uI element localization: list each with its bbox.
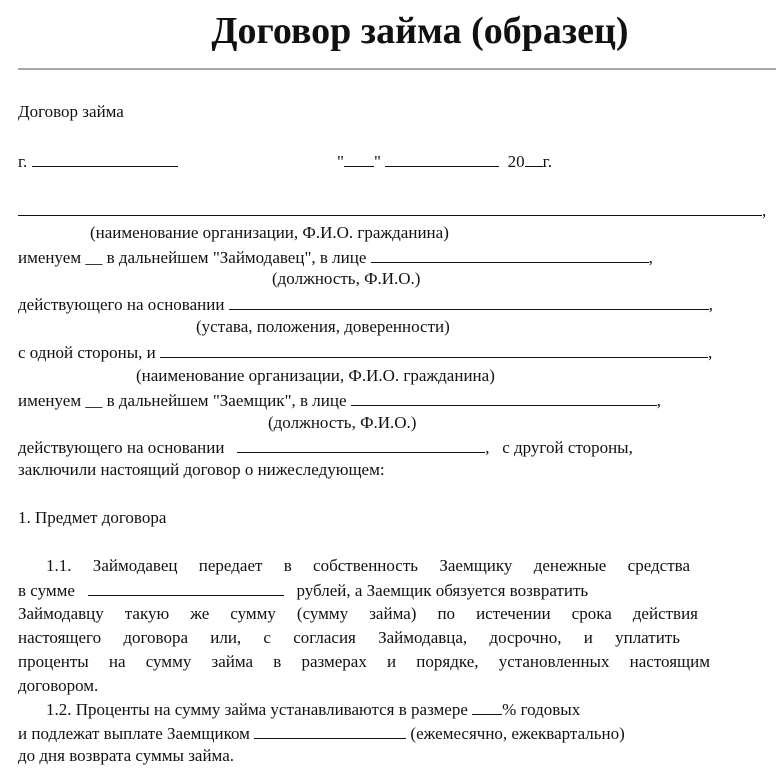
party2-position-hint: (должность, Ф.И.О.) (268, 413, 417, 432)
city-label: г. (18, 152, 28, 171)
comma: , (708, 343, 713, 362)
clause-1-1-in-sum: в сумме (18, 581, 75, 600)
clause-1-1-line1: 1.1. Займодавец передает в собственность Заемщику денежные средства (46, 556, 690, 575)
party1-org-blank (18, 199, 762, 216)
party1-position-hint: (должность, Ф.И.О.) (272, 269, 421, 288)
party1-org-hint: (наименование организации, Ф.И.О. гражданина) (90, 223, 449, 242)
party2-intro-line (18, 341, 712, 364)
party1-rep-blank (371, 246, 649, 263)
year-prefix: 20 (507, 152, 525, 171)
party2-concluded: заключили настоящий договор о нижеследующем: (18, 460, 385, 479)
party1-named-text: именуем __ в дальнейшем "Займодавец", в лице (18, 248, 367, 267)
party1-org-line (18, 199, 766, 222)
party2-basis-blank (237, 436, 485, 453)
party2-basis-line (18, 436, 718, 459)
party1-basis-line (18, 293, 713, 316)
comma: , (485, 438, 490, 457)
party2-intro-text: с одной стороны, и (18, 343, 156, 362)
document-title: Договор займа (образец) (211, 10, 629, 52)
payment-period-blank (254, 722, 406, 739)
quote-close: " (373, 152, 381, 171)
party2-other-side: с другой стороны, (502, 438, 633, 457)
clause-1-2-payable: и подлежат выплате Заемщиком (18, 724, 250, 743)
clause-1-1-line2 (18, 579, 588, 602)
clause-1-1-line5: проценты на сумму займа в размерах и порядке, установленных настоящим (18, 652, 710, 671)
day-blank (344, 150, 374, 167)
city-blank (32, 150, 178, 167)
party2-named-line (18, 389, 661, 412)
section1-heading: 1. Предмет договора (18, 508, 167, 527)
clause-1-2-rate-text: 1.2. Проценты на сумму займа устанавливаются в размере (46, 700, 468, 719)
party2-named-text: именуем __ в дальнейшем "Заемщик", в лице (18, 391, 347, 410)
party2-basis-text: действующего на основании (18, 438, 225, 457)
year-blank (525, 150, 543, 167)
comma: , (656, 391, 662, 410)
party2-org-blank (160, 341, 708, 358)
party1-basis-hint: (устава, положения, доверенности) (196, 317, 450, 336)
clause-1-1-line3: Займодавцу такую же сумму (сумму займа) по истечении срока действия (18, 604, 698, 623)
date-line (337, 150, 552, 173)
month-blank (385, 150, 499, 167)
clause-1-2-line2 (18, 722, 625, 745)
comma: , (708, 295, 713, 314)
loan-amount-blank (88, 579, 284, 596)
comma: , (762, 201, 767, 220)
party1-named-line (18, 246, 653, 269)
year-suffix: г. (542, 152, 552, 171)
clause-1-2-periods: (ежемесячно, ежеквартально) (410, 724, 625, 743)
doc-label: Договор займа (18, 102, 124, 121)
party1-basis-blank (229, 293, 709, 310)
clause-1-2-line1 (46, 698, 580, 721)
party2-rep-blank (351, 389, 657, 406)
clause-1-1-line6: договором. (18, 676, 99, 695)
quote-open: " (337, 152, 344, 171)
party2-org-hint: (наименование организации, Ф.И.О. гражданина) (136, 366, 495, 385)
clause-1-2-annual: % годовых (502, 700, 581, 719)
clause-1-1-line4: настоящего договора или, с согласия Займодавца, досрочно, и уплатить (18, 628, 680, 647)
clause-1-1-rubles: рублей, а Заемщик обязуется возвратить (296, 581, 589, 600)
clause-1-2-line3: до дня возврата суммы займа. (18, 746, 234, 765)
title-divider (18, 68, 776, 70)
party1-basis-text: действующего на основании (18, 295, 225, 314)
city-line (18, 150, 178, 173)
interest-rate-blank (472, 698, 502, 715)
comma: , (648, 248, 653, 267)
